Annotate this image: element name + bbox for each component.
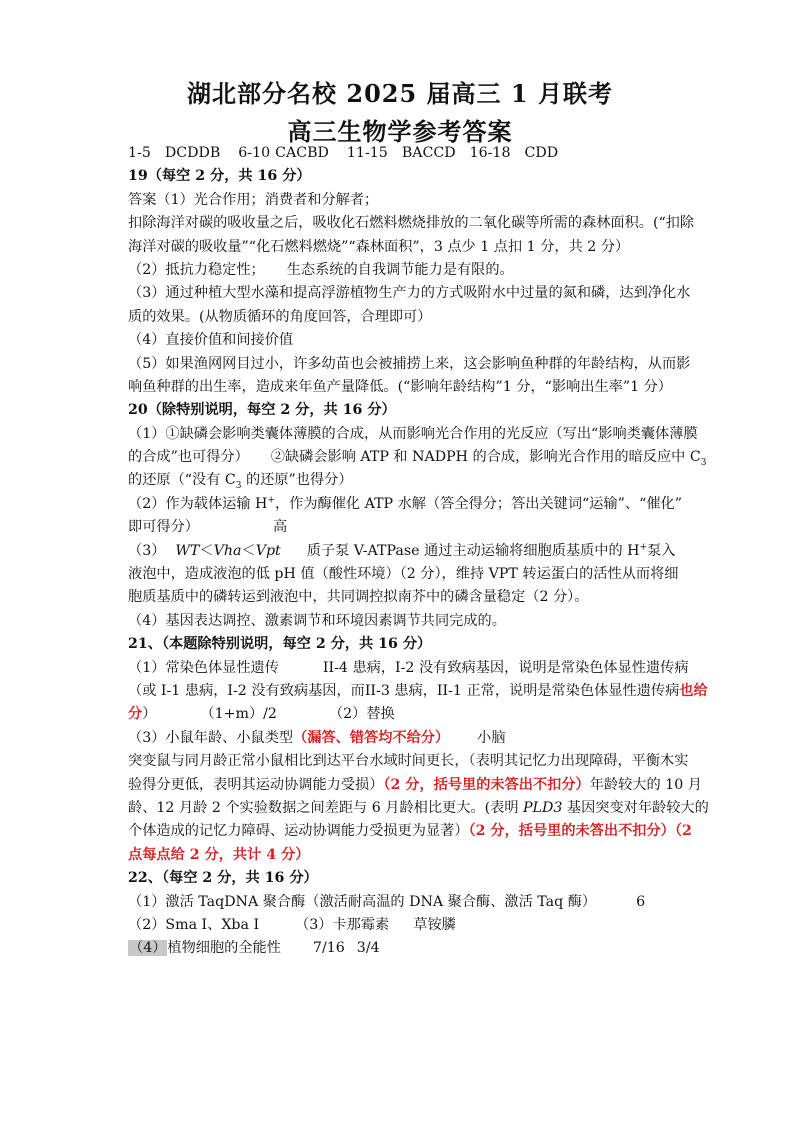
q21-line-1a: （1）常染色体显性遗传 <box>128 659 279 676</box>
q21-line-7b: 基因突变对年龄较大的 <box>562 799 709 816</box>
q22-answer-totipotency: 植物细胞的全能性 <box>167 940 281 957</box>
q20-line-6a: （3） <box>128 542 166 559</box>
q21-line-7a: 龄、12 月龄 2 个实验数据之间差距与 6 月龄相比更大。(表明 <box>128 799 524 816</box>
q20-line-4a: （2）作为载体运输 H <box>128 495 268 512</box>
q20-line-3 <box>128 469 684 492</box>
choice-answers-3: BACCD <box>401 145 456 161</box>
q21-red-note-2: 分 <box>128 706 143 723</box>
q20-line-8: 胞质基质中的磷转运到液泡中，共同调控拟南芥中的磷含量稳定（2 分）。 <box>128 589 589 606</box>
q20-lt-1: ＜ <box>199 542 214 559</box>
q22-answer-kanamycin: （3）卡那霉素 <box>295 916 390 933</box>
choice-range-1: 1-5 <box>128 145 151 161</box>
choice-answers-1: DCDDB <box>164 145 221 161</box>
q22-line-1a: （1）激活 TaqDNA 聚合酶（激活耐高温的 DNA 聚合酶、激活 Taq 酶） <box>128 893 597 910</box>
q21-heading: 21、（本题除特别说明，每空 2 分，共 16 分） <box>128 636 432 653</box>
q21-line-9: 点每点给 2 分，共计 4 分） <box>128 846 310 863</box>
q20-vha: Vha <box>213 542 242 559</box>
q20-line-3b: 的还原”也得分） <box>241 472 353 489</box>
q19-line-4 <box>128 259 684 282</box>
q20-line-3a: 的还原（“没有 C <box>128 472 236 489</box>
document-subtitle: 高三生物学参考答案 <box>287 117 513 146</box>
q20-line-6c: 泵入 <box>647 542 676 559</box>
q20-h-plus-2: + <box>639 541 648 552</box>
q21-answer-2: （2）替换 <box>328 706 395 723</box>
q20-c3-subscript-2: 3 <box>235 481 242 492</box>
q21-line-1 <box>128 657 689 680</box>
q21-line-2a: （或 I-1 患病，I-2 没有致病基因，而II-3 患病，II-1 正常，说明是常染色体显性遗传病 <box>128 682 680 699</box>
q21-red-note-4: （2 分，括号里的未答出不扣分） <box>383 776 590 793</box>
q21-line-8a: 个体造成的记忆力障碍、运动协调能力受损更为显著） <box>128 823 469 840</box>
q20-line-4 <box>128 493 684 516</box>
q19-answer-2a: （2）抵抗力稳定性； <box>128 261 265 278</box>
q20-heading: 20（除特别说明，每空 2 分，共 16 分） <box>128 402 396 419</box>
q19-line-7: （4）直接价值和间接价值 <box>128 332 294 349</box>
q20-c3-subscript: 3 <box>700 457 707 468</box>
q21-line-8 <box>128 820 692 843</box>
answer-content <box>128 142 709 961</box>
q22-answer-6: 6 <box>636 893 646 910</box>
q20-line-2a: 的合成”也可得分） <box>128 449 249 466</box>
choice-range-2: 6-10 <box>238 145 271 161</box>
q21-red-note-1: 也给 <box>679 682 708 699</box>
choice-range-3: 11-15 <box>346 145 388 161</box>
q21-line-7 <box>128 797 709 820</box>
q20-vpt: Vpt <box>255 542 281 559</box>
q20-line-6b: 质子泵 V-ATPase 通过主动运输将细胞质基质中的 H <box>306 542 640 559</box>
q21-line-6 <box>128 774 702 797</box>
q20-line-5a: 即可得分） <box>128 519 199 536</box>
q19-line-1: 答案（1）光合作用；消费者和分解者； <box>128 191 379 208</box>
q20-line-2b: ②缺磷会影响 ATP 和 NADPH 的合成，影响光合作用的暗反应中 C <box>270 449 701 466</box>
q22-line-3 <box>128 937 684 960</box>
q21-line-2 <box>128 680 708 703</box>
q20-line-7: 液泡中，造成液泡的低 pH 值（酸性环境）（2 分），维持 VPT 转运蛋白的活性从而将细 <box>128 566 679 583</box>
q21-line-4a: （3）小鼠年龄、小鼠类型 <box>128 729 294 746</box>
choice-answers-2: CACBD <box>275 145 329 161</box>
q19-line-6: 质的效果。(从物质循环的角度回答，合理即可） <box>128 308 432 325</box>
q20-answer-high: 高 <box>272 519 288 536</box>
q20-line-9: （4）基因表达调控、激素调节和环境因素调节共同完成的。 <box>128 612 506 629</box>
q22-answer-7-16: 7/16 <box>312 940 345 957</box>
q22-answer-glufosinate: 草铵膦 <box>413 916 456 933</box>
q21-gene-pld3: PLD3 <box>523 799 563 816</box>
choice-range-4: 16-18 <box>469 145 511 161</box>
q22-answer-enzymes: （2）Sma I、Xba I <box>128 916 260 933</box>
q19-line-8: （5）如果渔网网目过小，许多幼苗也会被捕捞上来，这会影响鱼种群的年龄结构，从而影 <box>128 355 691 372</box>
q19-line-2: 扣除海洋对碳的吸收量之后，吸收化石燃料燃烧排放的二氧化碳等所需的森林面积。(“扣除 <box>128 215 695 232</box>
q21-line-4 <box>128 727 684 750</box>
q22-heading: 22、（每空 2 分，共 16 分） <box>128 870 318 887</box>
q19-line-5: （3）通过种植大型水藻和提高浮游植物生产力的方式吸附水中过量的氮和磷，达到净化水 <box>128 285 691 302</box>
q20-wt: WT <box>175 542 200 559</box>
q20-line-2 <box>128 446 707 469</box>
q21-red-note-5: （2 分，括号里的未答出不扣分）（2 <box>468 823 692 840</box>
choice-answers-row <box>128 142 684 165</box>
q22-answer-3-4: 3/4 <box>356 940 380 957</box>
q21-line-5: 突变鼠与同月龄正常小鼠相比到达平台水域时间更长，（表明其记忆力出现障碍，平衡木实 <box>128 753 689 770</box>
q22-line-2 <box>128 914 684 937</box>
q19-answer-2b: 生态系统的自我调节能力是有限的。 <box>286 261 514 278</box>
q20-h-plus: + <box>267 495 275 506</box>
q21-red-note-3: （漏答、错答均不给分） <box>293 729 450 746</box>
q19-line-9: 响鱼种群的出生率，造成来年鱼产量降低。(“影响年龄结构”1 分，“影响出生率”1 分） <box>128 378 672 395</box>
q21-line-1b: II-4 患病，I-2 没有致病基因，说明是常染色体显性遗传病 <box>322 659 689 676</box>
choice-answers-4: CDD <box>524 145 559 161</box>
q21-line-6a: 验得分更低，表明其运动协调能力受损） <box>128 776 384 793</box>
document-title: 湖北部分名校 2025 届高三 1 月联考 <box>187 79 613 108</box>
q21-line-6b: 年龄较大的 10 月 <box>589 776 702 793</box>
q20-line-6 <box>128 540 684 563</box>
q21-line-3 <box>128 703 684 726</box>
q20-line-5 <box>128 516 684 539</box>
q22-highlighted-label: （4） <box>129 940 167 957</box>
q21-line-3a: ） <box>142 706 157 723</box>
q20-line-4b: ，作为酶催化 ATP 水解（答全得分；答出关键词“运输”、“催化” <box>274 495 682 512</box>
q21-answer-cerebellum: 小脑 <box>477 729 506 746</box>
q22-line-1 <box>128 891 684 914</box>
q19-line-3: 海洋对碳的吸收量”“化石燃料燃烧”“森林面积”，3 点少 1 点扣 1 分，共 2 分） <box>128 238 630 255</box>
q20-lt-2: ＜ <box>241 542 256 559</box>
q21-answer-ratio: （1+m）/2 <box>200 706 277 723</box>
q20-line-1: （1）①缺磷会影响类囊体薄膜的合成，从而影响光合作用的光反应（写出“影响类囊体薄膜 <box>128 425 698 442</box>
q19-heading: 19（每空 2 分，共 16 分） <box>128 168 311 185</box>
